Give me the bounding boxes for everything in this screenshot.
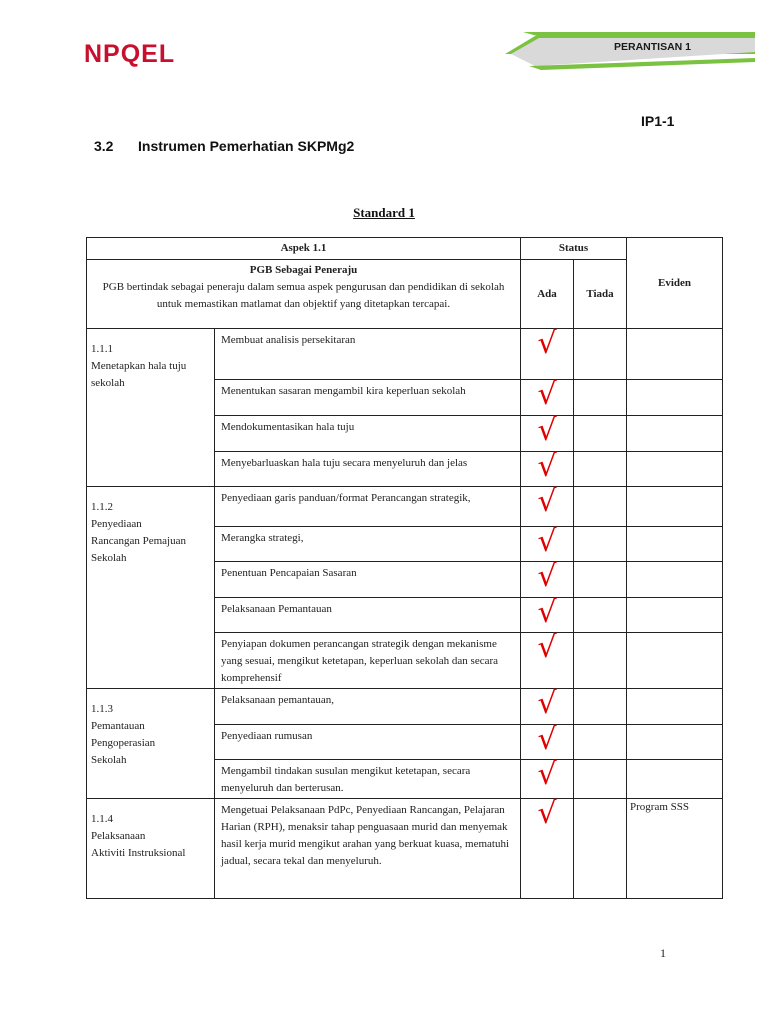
criterion-text: Mengetuai Pelaksanaan PdPc, Penyediaan Rancangan, Pelajaran Harian (RPH), menaksir tahap penguasaan murid dan menyemak hasil kerja murid mengikut arahan yang berkuat kuasa, mematuhi jadual, secara tekal dan menyeluruh.	[215, 799, 521, 899]
aspect-code: 1.1.3	[91, 703, 113, 715]
checkmark-icon: √	[537, 559, 557, 594]
eviden-cell	[627, 633, 723, 689]
checkmark-icon: √	[537, 326, 557, 361]
eviden-cell	[627, 760, 723, 799]
tiada-cell	[574, 598, 627, 633]
table-row	[87, 799, 723, 899]
tiada-cell	[574, 452, 627, 487]
table-body	[87, 326, 723, 899]
tiada-cell	[574, 562, 627, 598]
criterion-text: Pelaksanaan pemantauan,	[215, 689, 521, 725]
tiada-cell	[574, 725, 627, 760]
banner-label: PERANTISAN 1	[614, 41, 692, 53]
standard-title: Standard 1	[353, 205, 415, 220]
aspect-group-cell	[87, 799, 215, 899]
tiada-cell	[574, 380, 627, 416]
checkmark-icon: √	[537, 524, 557, 559]
criterion-text: Penyediaan rumusan	[215, 725, 521, 760]
eviden-cell	[627, 380, 723, 416]
tiada-cell	[574, 760, 627, 799]
eviden-cell: Program SSS	[627, 799, 723, 899]
ada-cell	[521, 559, 574, 598]
status-header: Status	[521, 238, 627, 260]
aspect-name-line: Pengoperasian	[91, 737, 156, 749]
section-heading	[94, 138, 354, 154]
tiada-cell	[574, 487, 627, 527]
eviden-cell	[627, 725, 723, 760]
page-number: 1	[660, 946, 666, 960]
criterion-text: Penentuan Pencapaian Sasaran	[215, 562, 521, 598]
ada-cell	[521, 524, 574, 562]
eviden-header: Eviden	[627, 238, 723, 329]
checkmark-icon: √	[537, 449, 557, 484]
tiada-cell	[574, 633, 627, 689]
tiada-header: Tiada	[574, 260, 627, 329]
criterion-text: Menyebarluaskan hala tuju secara menyeluruh dan jelas	[215, 452, 521, 487]
eviden-cell	[627, 329, 723, 380]
checkmark-icon: √	[537, 757, 557, 792]
ada-cell	[521, 449, 574, 487]
aspect-name-line: Sekolah	[91, 754, 127, 766]
ada-cell	[521, 757, 574, 799]
tiada-cell	[574, 799, 627, 899]
criterion-text: Merangka strategi,	[215, 527, 521, 562]
ada-header: Ada	[521, 260, 574, 329]
section-number: 3.2	[94, 138, 114, 154]
pgb-heading: PGB Sebagai Peneraju	[249, 264, 358, 276]
eviden-cell	[627, 416, 723, 452]
checkmark-icon: √	[537, 796, 557, 831]
ada-cell	[521, 796, 574, 899]
checkmark-icon: √	[537, 484, 557, 519]
checkmark-icon: √	[537, 686, 557, 721]
checkmark-icon: √	[537, 722, 557, 757]
eviden-cell	[627, 527, 723, 562]
tiada-cell	[574, 689, 627, 725]
ada-cell	[521, 686, 574, 725]
aspect-group-cell	[87, 689, 215, 799]
aspect-name-line: Rancangan Pemajuan	[91, 535, 186, 547]
criterion-text: Penyiapan dokumen perancangan strategik dengan mekanisme yang sesuai, mengikut ketetapan, keperluan sekolah dan secara komprehensif	[215, 633, 521, 689]
criterion-text: Mendokumentasikan hala tuju	[215, 416, 521, 452]
eviden-cell	[627, 562, 723, 598]
criterion-text: Mengambil tindakan susulan mengikut ketetapan, secara menyeluruh dan berterusan.	[215, 760, 521, 799]
aspect-name-line: Pemantauan	[91, 720, 145, 732]
section-title: Instrumen Pemerhatian SKPMg2	[138, 138, 355, 154]
observation-table	[86, 237, 723, 899]
tiada-cell	[574, 527, 627, 562]
aspect-group-cell	[87, 487, 215, 689]
aspect-code: 1.1.2	[91, 501, 113, 513]
ada-cell	[521, 484, 574, 527]
table-row	[87, 689, 723, 725]
criterion-text: Membuat analisis persekitaran	[215, 329, 521, 380]
aspect-name-line: Menetapkan hala tuju	[91, 360, 187, 372]
eviden-cell	[627, 452, 723, 487]
ada-cell	[521, 595, 574, 633]
document-code: IP1-1	[641, 113, 675, 129]
criterion-text: Penyediaan garis panduan/format Perancangan strategik,	[215, 487, 521, 527]
aspect-name-line: Sekolah	[91, 552, 127, 564]
eviden-cell	[627, 598, 723, 633]
criterion-text: Pelaksanaan Pemantauan	[215, 598, 521, 633]
table-row	[87, 487, 723, 527]
aspect-code: 1.1.1	[91, 343, 113, 355]
ada-cell	[521, 722, 574, 760]
ada-cell	[521, 413, 574, 452]
aspect-group-cell	[87, 329, 215, 487]
aspect-name-line: Penyediaan	[91, 518, 142, 530]
pgb-description-cell	[87, 260, 521, 329]
checkmark-icon: √	[537, 595, 557, 630]
checkmark-icon: √	[537, 377, 557, 412]
aspect-name-line: Pelaksanaan	[91, 830, 146, 842]
checkmark-icon: √	[537, 630, 557, 665]
criterion-text: Menentukan sasaran mengambil kira keperluan sekolah	[215, 380, 521, 416]
eviden-cell	[627, 487, 723, 527]
checkmark-icon: √	[537, 413, 557, 448]
eviden-cell	[627, 689, 723, 725]
ada-cell	[521, 326, 574, 380]
aspect-name-line: sekolah	[91, 377, 125, 389]
table-row	[87, 329, 723, 380]
ada-cell	[521, 630, 574, 689]
pgb-description: PGB bertindak sebagai peneraju dalam semua aspek pengurusan dan pendidikan di sekolah untuk memastikan matlamat dan objektif yang ditetapkan tercapai.	[102, 281, 505, 310]
tiada-cell	[574, 329, 627, 380]
tiada-cell	[574, 416, 627, 452]
ada-cell	[521, 377, 574, 416]
aspek-header: Aspek 1.1	[87, 238, 521, 260]
aspect-code: 1.1.4	[91, 813, 113, 825]
aspect-name-line: Aktiviti Instruksional	[91, 847, 186, 859]
npqel-logo: NPQEL	[84, 40, 176, 68]
